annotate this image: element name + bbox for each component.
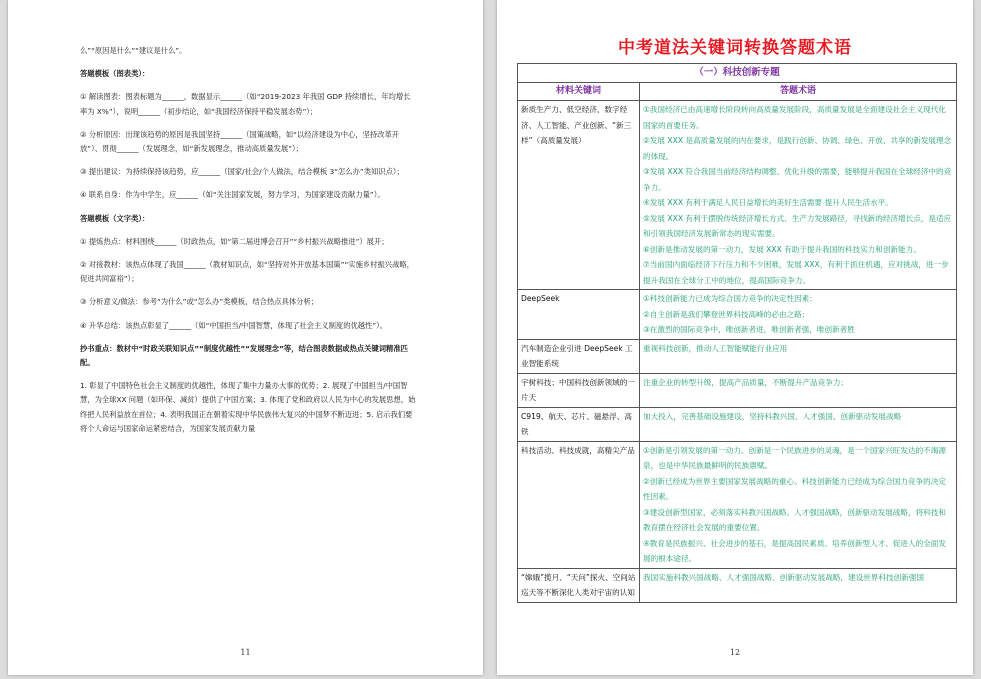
answer-line: ④发展 XXX 有利于满足人民日益增长的美好生活需要 提升人民生活水平。: [643, 198, 893, 207]
answer-line: ②自主创新是我们攀登世界科技高峰的必由之路；: [643, 309, 810, 319]
paragraph: ④ 联系自身：作为中学生，应______（如“关注国家发展，努力学习，为国家建设贡献力量”）。: [80, 190, 385, 200]
paragraph: ② 分析原因：出现该趋势的原因是我国坚持______（国策战略，如“以经济建设为中心，坚持改革开放”）、贯彻______（发展理念，如“新发展理念，推动高质量发展”）；: [80, 129, 400, 154]
answer-cell: [640, 101, 957, 290]
template-heading-text: 答题模板（文字类）：: [80, 213, 150, 223]
answer-cell: [640, 290, 957, 340]
answer-line: 加大投入，完善基础设施建设，坚持科教兴国、人才强国、创新驱动发展战略: [643, 411, 902, 421]
answer-line: 注重企业的转型升级，提高产品质量，不断提升产品竞争力；: [643, 377, 849, 387]
template-heading-chart: 答题模板（图表类）：: [80, 69, 150, 79]
keyword-cell: DeepSeek: [518, 290, 640, 340]
paragraph: ④ 升华总结：该热点彰显了______（如“中国担当/中国智慧，体现了社会主义制度的优越性”）。: [80, 320, 388, 330]
answer-line: ②发展 XXX 是高质量发展的内在要求，是践行创新、协调、绿色、开放、共享的新发展理念的体现。: [643, 136, 952, 161]
answer-line: ①创新是引领发展的第一动力。创新是一个民族进步的灵魂，是一个国家兴旺发达的不竭源泉，也是中华民族最鲜明的民族禀赋。: [643, 445, 946, 470]
paragraph: ③ 提出建议：为持续保持该趋势，应______（国家/社会/个人做法，结合模板 3“怎么办”类知识点）；: [80, 167, 404, 177]
answer-cell: [640, 568, 957, 602]
table-row: [518, 568, 957, 602]
answer-line: ②创新已经成为世界主要国家发展战略的重心。科技创新能力已经成为综合国力竞争的决定性因素。: [643, 476, 946, 501]
answer-line: ①科技创新能力已成为综合国力竞争的决定性因素；: [643, 294, 817, 303]
page-number: 11: [240, 648, 251, 657]
answer-line: 重视科技创新，推动人工智能赋能行业应用: [643, 343, 788, 353]
column-header-answer: 答题术语: [640, 82, 957, 101]
paragraph: ① 提炼热点：材料围绕______（时政热点，如“第二届进博会召开”“乡村振兴战略推进”）展开；: [80, 236, 389, 246]
keyword-cell: 汽车制造企业引进 DeepSeek 工业智能系统: [518, 339, 640, 373]
right-page: [497, 0, 973, 675]
table-row: [518, 339, 957, 373]
paragraph: ① 解读图表：图表标题为______，数据显示______（如“2019-2023 年我国 GDP 持续增长，年均增长率为 X%”），说明______（初步结论，如“我国经济保持平稳发展态势”）；: [80, 92, 411, 116]
table-row: [518, 101, 957, 290]
answer-cell: [640, 441, 957, 568]
left-page-body: [80, 44, 416, 445]
table-row: [518, 407, 957, 441]
answer-line: ③建设创新型国家，必须落实科教兴国战略、人才强国战略，创新驱动发展战略，将科技和教育摆在经济社会发展的重要位置。: [643, 507, 946, 532]
answer-cell: [640, 339, 957, 373]
terms-table: [517, 63, 957, 603]
answer-line: ⑦当前国内面临经济下行压力和不少困难，发展 XXX，有利于抓住机遇，应对挑战，进一步提升我国在全球分工中的地位，提高国际竞争力。: [643, 260, 949, 285]
paragraph: ② 对接教材：该热点体现了我国______（教材知识点，如“坚持对外开放基本国策”“实施乡村振兴战略，促进共同富裕”）；: [80, 260, 414, 284]
answer-cell: [640, 373, 957, 407]
keyword-cell: 新质生产力、低空经济、数字经济、人工智能、产业创新、“新三样”（高质量发展）: [518, 101, 640, 290]
answer-line: 我国实施科教兴国战略、人才强国战略、创新驱动发展战略，建设世界科技创新强国: [643, 572, 924, 582]
paragraph: 么”“原因是什么”“建议是什么”。: [80, 46, 187, 55]
left-page: [8, 0, 483, 675]
key-points: 抄书重点：数材中“时政关联知识点”“制度优越性”“发展理念”等，结合图表数据或热点关键词精准匹配。: [80, 343, 408, 368]
table-row: [518, 290, 957, 340]
answer-line: ③在激烈的国际竞争中，唯创新者进，唯创新者强，唯创新者胜: [643, 325, 855, 334]
answer-line: ④教育是民族振兴、社会进步的基石，是提高国民素质、培养创新型人才、促进人的全面发展的根本途径。: [643, 538, 946, 563]
paragraph: ③ 分析意义/做法：参考“为什么”或“怎么办”类模板，结合热点具体分析；: [80, 297, 319, 307]
answer-line: ③发展 XXX 符合我国当前经济结构调整、优化升级的需要，能够提升我国在全球经济中的竞争力。: [643, 167, 952, 192]
table-row: [518, 373, 957, 407]
answer-line: ⑥创新是推动发展的第一动力，发展 XXX 有助于提升我国的科技实力和创新能力。: [643, 244, 921, 254]
keyword-cell: 科技活动、科技成就，高精尖产品: [518, 441, 640, 568]
keyword-cell: C919、航天、芯片、磁悬浮、高铁: [518, 407, 640, 441]
keyword-cell: “嫦娥”揽月、“天问”探火、空间站巡天等不断深化人类对宇宙的认知: [518, 568, 640, 602]
page-number: 12: [729, 648, 741, 657]
column-header-keyword: 材料关键词: [518, 82, 640, 101]
answer-line: ⑤发展 XXX 有利于摆脱传统经济增长方式、生产力发展路径，寻找新的经济增长点，是适应和引领我国经济发展新常态的现实需要。: [643, 213, 952, 238]
keyword-cell: 宇树科技；中国科技创新领域的一片天: [518, 373, 640, 407]
answer-cell: [640, 407, 957, 441]
table-row: [518, 441, 957, 568]
answer-line: ①我国经济已由高速增长阶段转向高质量发展阶段，高质量发展是全面建设社会主义现代化国家的首要任务。: [643, 105, 946, 130]
section-title: （一）科技创新专题: [518, 64, 957, 83]
paragraph: 1. 彰显了中国特色社会主义制度的优越性，体现了集中力量办大事的优势；2. 展现了中国担当/中国智慧，为全球XX 问题（如环保、减贫）提供了中国方案；3. 体现了党和政府以人民为中心的发展思想，始终把人民利益放在首位；4. 表明我国正在朝着实现中华民族伟大复兴的中国梦不断迈进；5. 启示我们要将个人命运与国家命运紧密结合，为国家发展贡献力量: [80, 381, 416, 433]
document-title: 中考道法关键词转换答题术语: [618, 38, 852, 58]
